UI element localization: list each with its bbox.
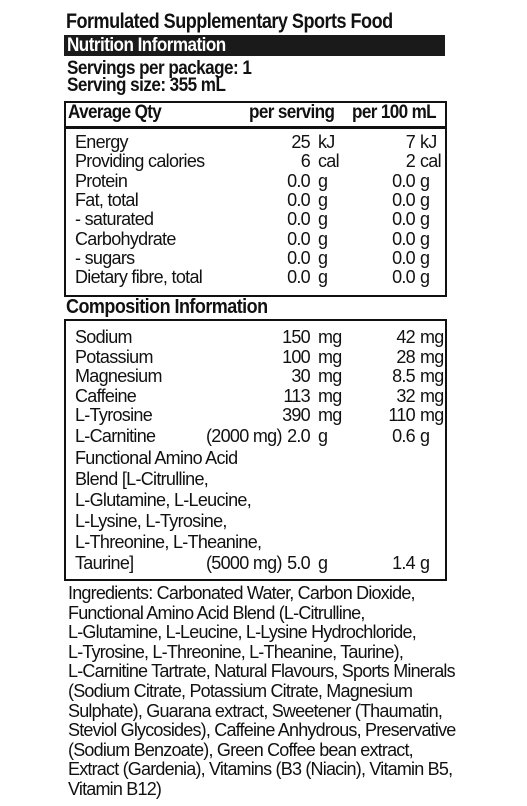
nutrition-name: Protein (75, 170, 128, 191)
composition-row (0, 367, 527, 386)
composition-per100-unit: mg (420, 346, 444, 367)
nutrition-name: Fat, total (75, 189, 139, 210)
nutrition-serving-unit: kJ (318, 132, 335, 152)
composition-header: Composition Information (66, 296, 268, 318)
nutrition-per100-unit: g (420, 170, 430, 191)
nutrition-name: Providing calories (75, 151, 205, 172)
nutrition-header: Nutrition Information (67, 35, 226, 56)
composition-serving-unit: mg (318, 385, 342, 406)
blend-line: L-Glutamine, L-Leucine, (75, 490, 252, 510)
carnitine-note: (2000 mg) (206, 426, 282, 446)
composition-per100: 32 (396, 385, 415, 406)
ingredients-line: Sulphate), Guarana extract, Sweetener (Thaumatin, (68, 700, 443, 721)
blend-line: Blend [L-Citrulline, (75, 469, 209, 489)
ingredients-line: L-Carnitine Tartrate, Natural Flavours, Sports Minerals (68, 661, 455, 682)
nutrition-serving: 0.0 (287, 170, 310, 191)
ingredients-line: L-Tyrosine, L-Threonine, L-Theanine, Taurine), (68, 641, 404, 662)
nutrition-row (0, 230, 527, 249)
composition-row (0, 387, 527, 406)
nutrition-serving-unit: g (318, 189, 328, 210)
blend-line: Functional Amino Acid (75, 448, 238, 468)
nutrition-serving: 0.0 (287, 267, 310, 288)
composition-per100: 8.5 (392, 366, 415, 386)
nutrition-serving-unit: cal (318, 151, 339, 172)
ingredients-line: (Sodium Citrate, Potassium Citrate, Magnesium (68, 681, 413, 701)
serving-size: Serving size: 355 mL (67, 75, 226, 96)
ingredients-line: Extract (Gardenia), Vitamins (B3 (Niacin), Vitamin B5, (68, 759, 453, 780)
nutrition-per100-unit: g (420, 267, 430, 288)
nutrition-per100-unit: g (420, 247, 430, 268)
servings-per-package: Servings per package: 1 (67, 58, 252, 79)
nutrition-row (0, 249, 527, 268)
nutrition-serving: 25 (291, 132, 310, 152)
blend-row (0, 554, 527, 573)
nutrition-per100: 0.0 (392, 209, 415, 230)
nutrition-row (0, 210, 527, 229)
nutrition-serving: 0.0 (287, 189, 310, 210)
composition-serving: 390 (282, 405, 310, 425)
nutrition-row (0, 172, 527, 191)
composition-per100-unit: mg (420, 385, 444, 406)
blend-note: (5000 mg) (206, 553, 282, 573)
nutrition-per100: 7 (405, 132, 415, 152)
nutrition-serving-unit: g (318, 170, 328, 191)
ingredients-line: Steviol Glycosides), Caffeine Anhydrous, Preservative (68, 720, 456, 741)
composition-per100-unit: mg (420, 366, 444, 386)
composition-per100: 110 (388, 405, 415, 425)
carnitine-serving: 2.0 (287, 426, 310, 446)
nutrition-per100: 0.0 (392, 267, 415, 288)
nutrition-serving: 0.0 (287, 209, 310, 230)
column-header-name: Average Qty (68, 102, 162, 123)
composition-serving: 100 (282, 346, 310, 367)
nutrition-per100-unit: g (420, 189, 430, 210)
composition-row (0, 328, 527, 347)
composition-row (0, 348, 527, 367)
nutrition-serving-unit: g (318, 209, 328, 230)
nutrition-per100-unit: g (420, 228, 430, 249)
nutrition-row (0, 152, 527, 171)
nutrition-per100-unit: cal (420, 151, 441, 172)
nutrition-per100-unit: kJ (420, 132, 437, 152)
nutrition-serving: 0.0 (287, 247, 310, 268)
composition-name: Magnesium (75, 366, 162, 386)
nutrition-row (0, 191, 527, 210)
composition-name: Potassium (75, 346, 153, 367)
label-title: Formulated Supplementary Sports Food (66, 10, 393, 33)
nutrition-name: - sugars (75, 247, 135, 268)
nutrition-serving-unit: g (318, 247, 328, 268)
composition-per100-unit: mg (420, 405, 444, 425)
nutrition-serving: 6 (300, 151, 310, 172)
nutrition-name: Carbohydrate (75, 228, 176, 249)
composition-serving: 113 (283, 385, 310, 406)
blend-serving: 5.0 (287, 553, 310, 573)
composition-serving-unit: mg (318, 405, 342, 425)
composition-per100: 42 (396, 327, 415, 347)
nutrition-serving: 0.0 (287, 228, 310, 249)
nutrition-name: Energy (75, 132, 128, 152)
nutrition-serving-unit: g (318, 228, 328, 249)
nutrition-serving-unit: g (318, 267, 328, 288)
composition-serving-unit: mg (318, 327, 342, 347)
ingredients-line: L-Glutamine, L-Leucine, L-Lysine Hydrochloride, (68, 622, 416, 643)
composition-name: L-Tyrosine (75, 405, 153, 425)
nutrition-name: - saturated (75, 209, 154, 230)
nutrition-name: Dietary fibre, total (75, 267, 203, 288)
composition-per100-unit: mg (420, 327, 444, 347)
column-header-per-serving: per serving (249, 102, 335, 123)
composition-serving: 30 (291, 366, 310, 386)
composition-serving-unit: mg (318, 346, 342, 367)
composition-serving: 150 (282, 327, 310, 347)
carnitine-per100: 0.6 (392, 426, 415, 446)
composition-name: Sodium (75, 327, 132, 347)
blend-line: L-Threonine, L-Theanine, (75, 532, 262, 552)
ingredients-line: Vitamin B12) (68, 779, 162, 799)
composition-row (0, 406, 527, 425)
nutrition-per100: 0.0 (392, 170, 415, 191)
carnitine-serving-unit: g (318, 426, 328, 446)
nutrition-per100: 0.0 (392, 189, 415, 210)
blend-serving-unit: g (318, 553, 328, 573)
nutrition-per100: 0.0 (392, 247, 415, 268)
composition-serving-unit: mg (318, 366, 342, 386)
column-header-per-100ml: per 100 mL (352, 102, 436, 123)
carnitine-per100-unit: g (420, 426, 430, 446)
nutrition-per100-unit: g (420, 209, 430, 230)
blend-last-line: Taurine] (75, 553, 134, 573)
composition-name: Caffeine (75, 385, 137, 406)
ingredients-line: Functional Amino Acid Blend (L-Citrulline, (68, 602, 365, 623)
composition-per100: 28 (396, 346, 415, 367)
carnitine-row (0, 427, 527, 446)
nutrition-per100: 0.0 (392, 228, 415, 249)
blend-line: L-Lysine, L-Tyrosine, (75, 511, 227, 531)
nutrition-per100: 2 (405, 151, 415, 172)
nutrition-row (0, 268, 527, 287)
ingredients-line: (Sodium Benzoate), Green Coffee bean extract, (68, 739, 413, 760)
ingredients-line: Ingredients: Carbonated Water, Carbon Dioxide, (68, 583, 415, 603)
blend-per100: 1.4 (392, 553, 415, 573)
carnitine-name: L-Carnitine (75, 426, 156, 446)
blend-per100-unit: g (420, 553, 430, 573)
nutrition-row (0, 133, 527, 152)
